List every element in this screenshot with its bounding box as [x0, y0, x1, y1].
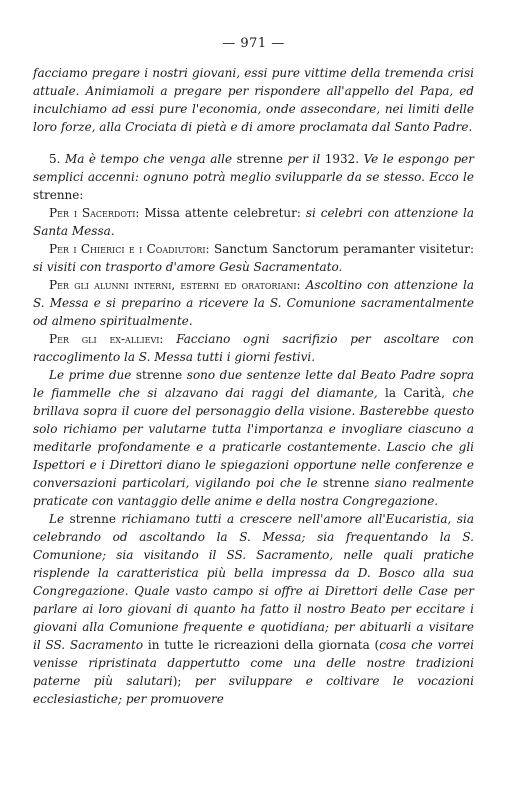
text-run: Le	[49, 512, 65, 526]
text-run: 1932.	[320, 152, 364, 166]
text-run: la Carità,	[377, 386, 453, 400]
text-run: strenne	[64, 512, 122, 526]
text-run: in tutte le ricreazioni della giornata (	[143, 638, 380, 652]
paragraph-p6	[33, 330, 474, 366]
paragraph-p2	[33, 150, 474, 204]
text-run: si visiti con trasporto d'amore Gesù Sacramentato.	[33, 260, 343, 274]
body-text	[33, 64, 474, 708]
paragraph-p4	[33, 240, 474, 276]
text-run: facciamo pregare i nostri giovani, essi pure vittime della tremenda crisi attuale. Animiamoli a pregare per rispondere all'appello del Papa, ed inculchiamo ad essi pure l'economia, onde assecondare, nei limiti delle loro forze, alla Crociata di pietà e di amore proclamata dal Santo Padre.	[33, 66, 474, 134]
text-run: Ma è tempo che venga alle	[64, 152, 233, 166]
text-run: Per i Sacerdoti:	[49, 206, 145, 220]
text-run: per sviluppare e coltivare le vocazioni ecclesiastiche; per promuovere	[33, 674, 474, 706]
text-run: per il	[287, 152, 321, 166]
text-run: Ascoltino con attenzione la S. Messa e si preparino a ricevere la S. Comunione sacramentalmente od almeno spiritualmente.	[33, 278, 474, 328]
text-run: siano realmente praticate con vantaggio delle anime e della nostra Congregazione.	[33, 476, 474, 508]
text-run: strenne	[131, 368, 187, 382]
text-run: sono due sentenze lette dal Beato Padre sopra le fiammelle che si alzavano dai raggi del diamante,	[33, 368, 474, 400]
text-run: Per gli ex-allievi:	[49, 332, 177, 346]
text-run: Sanctum Sanctorum peramanter visitetur:	[213, 242, 474, 256]
page-number: — 971 —	[222, 36, 285, 51]
text-run: Missa attente celebretur:	[144, 206, 306, 220]
text-run: Per i Chierici e i Coadiutori:	[49, 242, 214, 256]
text-run: Le prime due	[49, 368, 132, 382]
text-run: Per gli alunni interni, esterni ed oratoriani:	[49, 278, 306, 292]
text-run: cosa che vorrei venisse ripristinata dappertutto come una delle nostre tradizioni paterne più salutari	[33, 638, 474, 688]
text-run: che brillava sopra il cuore del personaggio della visione. Basterebbe questo solo richiamo per valutarne tutta l'importanza e invogliare ciascuno a meditarle profondamente e a praticarle costantemente. Lascio che gli Ispettori e i Direttori diano le spiegazioni opportune nelle conferenze e conversazioni particolari, vigilando poi che le	[33, 386, 474, 490]
text-run: Ve le espongo per semplici accenni: ognuno potrà meglio svilupparle da se stesso. Ecco le	[33, 152, 474, 184]
paragraph-p5	[33, 276, 474, 330]
paragraph-p1	[33, 64, 474, 136]
text-run: Facciano ogni sacrifizio per ascoltare con raccoglimento la S. Messa tutti i giorni festivi.	[33, 332, 474, 364]
text-run: strenne	[317, 476, 375, 490]
text-run: si celebri con attenzione la Santa Messa.	[33, 206, 474, 238]
paragraph-p7	[33, 366, 474, 510]
paragraph-p3	[33, 204, 474, 240]
paragraph-p8	[33, 510, 474, 708]
text-run: );	[172, 674, 195, 688]
text-run: strenne	[232, 152, 288, 166]
text-run: 5.	[49, 152, 65, 166]
text-run: richiamano tutti a crescere nell'amore all'Eucaristia, sia celebrando od ascoltando la S. Messa; sia frequentando la S. Comunione; sia visitando il SS. Sacramento, nelle quali pratiche risplende la caratteristica più bella impressa da D. Bosco alla sua Congregazione. Quale vasto campo si offre ai Direttori delle Case per parlare ai loro giovani di quanto ha fatto il nostro Beato per eccitare i giovani alla Comunione frequente e quotidiana; per abituarli a visitare il SS. Sacramento	[33, 512, 475, 652]
text-run: strenne:	[33, 188, 84, 202]
